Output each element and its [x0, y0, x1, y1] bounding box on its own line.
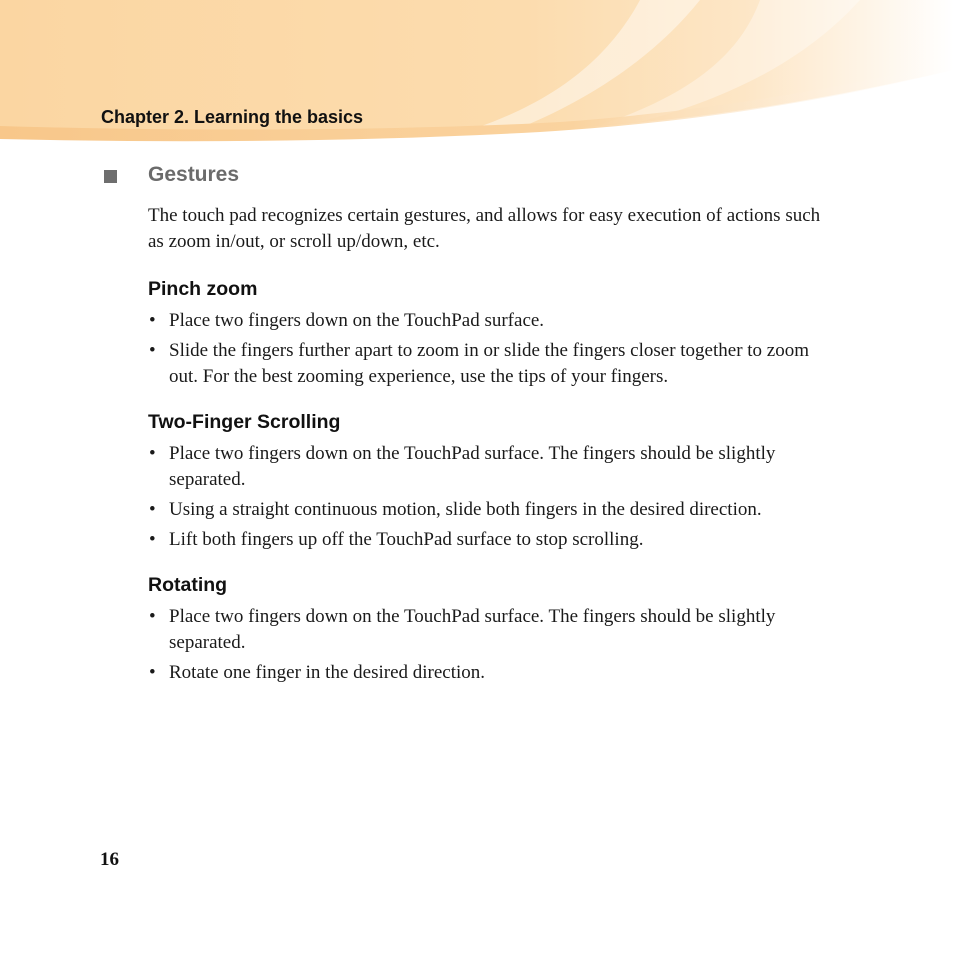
- list-item: [148, 604, 828, 656]
- list-item: [148, 441, 828, 493]
- list-item: [148, 308, 828, 334]
- section-title: Gestures: [148, 163, 240, 186]
- list-item-text: Slide the fingers further apart to zoom in or slide the fingers closer together to zoom out. For the best zooming experience, use the tips of your fingers.: [169, 340, 810, 387]
- list-item-text: Place two fingers down on the TouchPad surface. The fingers should be slightly separated.: [169, 443, 776, 490]
- bullet-dot-icon: •: [149, 662, 156, 683]
- bullet-dot-icon: •: [149, 340, 156, 361]
- chapter-title: Chapter 2. Learning the basics: [101, 107, 364, 127]
- subheading-rotating: Rotating: [148, 574, 228, 596]
- intro-paragraph: The touch pad recognizes certain gestures, and allows for easy execution of actions such as zoom in/out, or scroll up/down, etc.: [148, 205, 821, 252]
- main-content: [148, 203, 828, 686]
- subheading-pinch-zoom: Pinch zoom: [148, 278, 258, 300]
- bullet-list: [148, 308, 828, 390]
- bullet-dot-icon: •: [149, 606, 156, 627]
- list-item: [148, 338, 828, 390]
- list-item-text: Place two fingers down on the TouchPad surface.: [169, 310, 545, 331]
- list-item: [148, 497, 828, 523]
- square-bullet-icon: [104, 170, 117, 183]
- list-item: [148, 527, 828, 553]
- list-item-text: Lift both fingers up off the TouchPad surface to stop scrolling.: [169, 529, 644, 550]
- list-item-text: Using a straight continuous motion, slide both fingers in the desired direction.: [169, 499, 762, 520]
- bullet-dot-icon: •: [149, 443, 156, 464]
- bullet-dot-icon: •: [149, 499, 156, 520]
- subsection-rotating: [148, 573, 828, 686]
- page-number: 16: [100, 849, 119, 870]
- subsection-pinch-zoom: [148, 277, 828, 390]
- subsection-two-finger-scrolling: [148, 410, 828, 553]
- list-item: [148, 660, 828, 686]
- bullet-dot-icon: •: [149, 529, 156, 550]
- list-item-text: Rotate one finger in the desired direction.: [169, 662, 486, 683]
- bullet-list: [148, 604, 828, 686]
- bullet-list: [148, 441, 828, 553]
- subheading-two-finger-scrolling: Two-Finger Scrolling: [148, 411, 341, 433]
- list-item-text: Place two fingers down on the TouchPad surface. The fingers should be slightly separated.: [169, 606, 776, 653]
- bullet-dot-icon: •: [149, 310, 156, 331]
